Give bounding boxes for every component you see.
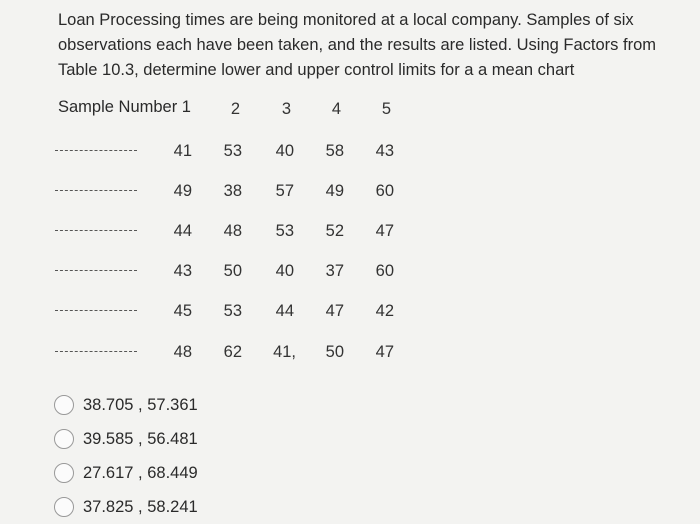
question-line: Loan Processing times are being monitored at a local company. Samples of six xyxy=(58,11,634,29)
blank-line xyxy=(55,190,137,191)
table-cell: 60 xyxy=(375,182,394,200)
table-cell: 49 xyxy=(173,182,192,200)
table-cell: 41, xyxy=(273,343,296,361)
blank-line xyxy=(55,270,137,271)
table-row xyxy=(0,222,700,246)
answer-option[interactable] xyxy=(54,456,198,490)
table-cell: 53 xyxy=(223,302,242,320)
question-line: Table 10.3, determine lower and upper control limits for a a mean chart xyxy=(58,61,575,79)
table-cell: 50 xyxy=(223,262,242,280)
answer-option[interactable] xyxy=(54,422,198,456)
header-sample-number: 2 xyxy=(230,100,240,118)
table-cell: 47 xyxy=(375,343,394,361)
table-row xyxy=(0,182,700,206)
radio-button[interactable] xyxy=(54,429,74,449)
table-cell: 50 xyxy=(325,343,344,361)
header-sample-number: 4 xyxy=(331,100,341,118)
table-cell: 45 xyxy=(173,302,192,320)
table-cell: 52 xyxy=(325,222,344,240)
blank-line xyxy=(55,310,137,311)
table-cell: 44 xyxy=(173,222,192,240)
table-cell: 53 xyxy=(275,222,294,240)
radio-button[interactable] xyxy=(54,497,74,517)
answer-option-label: 37.825 , 58.241 xyxy=(83,497,198,516)
table-row xyxy=(0,343,700,367)
table-cell: 38 xyxy=(223,182,242,200)
table-row xyxy=(0,142,700,166)
table-cell: 43 xyxy=(173,262,192,280)
blank-line xyxy=(55,351,137,352)
table-cell: 60 xyxy=(375,262,394,280)
table-cell: 58 xyxy=(325,142,344,160)
answer-option-label: 38.705 , 57.361 xyxy=(83,395,198,414)
table-cell: 40 xyxy=(275,142,294,160)
table-cell: 49 xyxy=(325,182,344,200)
table-cell: 62 xyxy=(223,343,242,361)
radio-button[interactable] xyxy=(54,395,74,415)
table-header-label: Sample Number 1 xyxy=(58,98,191,116)
answer-option[interactable] xyxy=(54,388,198,422)
table-cell: 53 xyxy=(223,142,242,160)
question-line: observations each have been taken, and the results are listed. Using Factors from xyxy=(58,36,656,54)
answer-options xyxy=(54,388,198,524)
table-row xyxy=(0,302,700,326)
table-cell: 57 xyxy=(275,182,294,200)
table-cell: 48 xyxy=(173,343,192,361)
radio-button[interactable] xyxy=(54,463,74,483)
table-cell: 40 xyxy=(275,262,294,280)
header-sample-number: 3 xyxy=(281,100,291,118)
table-cell: 43 xyxy=(375,142,394,160)
table-cell: 42 xyxy=(375,302,394,320)
question-text xyxy=(58,8,678,83)
header-sample-number: 5 xyxy=(381,100,391,118)
answer-option[interactable] xyxy=(54,490,198,524)
table-cell: 47 xyxy=(375,222,394,240)
table-cell: 47 xyxy=(325,302,344,320)
table-cell: 37 xyxy=(325,262,344,280)
table-row xyxy=(0,262,700,286)
table-cell: 41 xyxy=(173,142,192,160)
blank-line xyxy=(55,150,137,151)
table-cell: 48 xyxy=(223,222,242,240)
answer-option-label: 27.617 , 68.449 xyxy=(83,463,198,482)
table-cell: 44 xyxy=(275,302,294,320)
blank-line xyxy=(55,230,137,231)
answer-option-label: 39.585 , 56.481 xyxy=(83,429,198,448)
